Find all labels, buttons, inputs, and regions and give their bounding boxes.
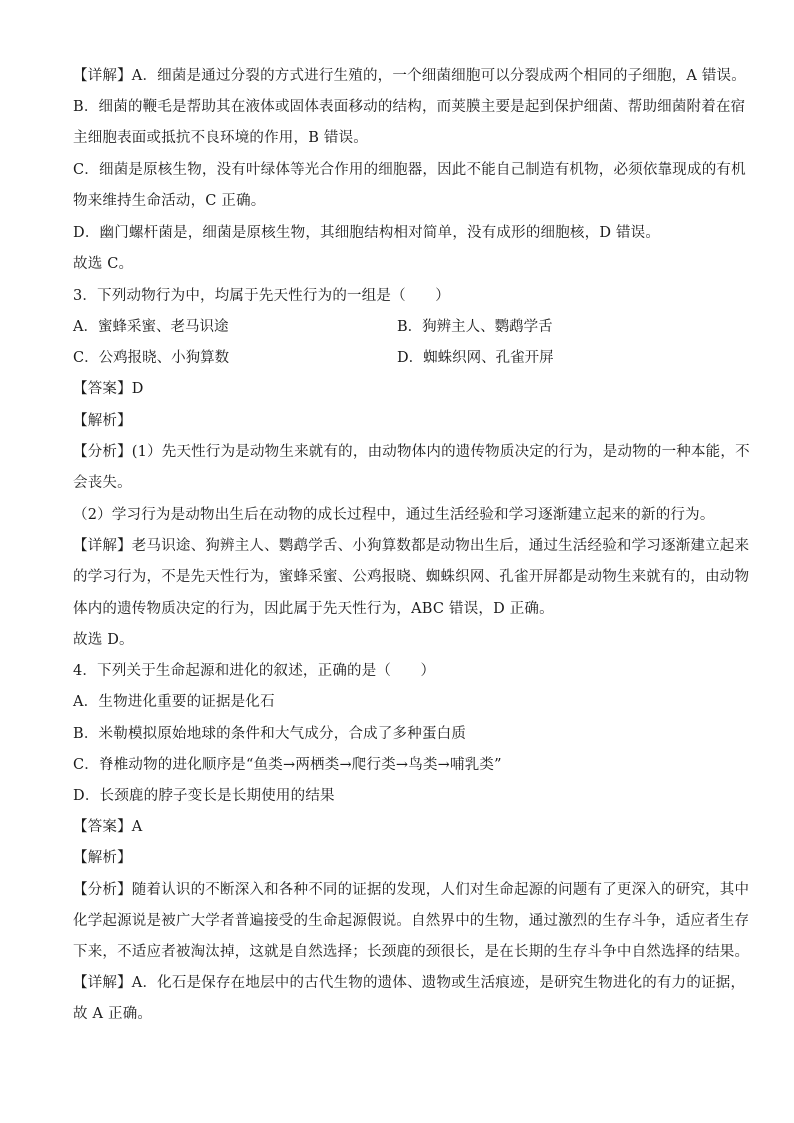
q4-option-d: D．长颈鹿的脖子变长是长期使用的结果: [73, 788, 335, 804]
question-3: 3．下列动物行为中，均属于先天性行为的一组是（ ）: [73, 288, 450, 304]
answer-label: 【答案】A: [73, 819, 143, 835]
q4-option-b: B．米勒模拟原始地球的条件和大气成分，合成了多种蛋白质: [73, 726, 467, 742]
q3-option-c: C．公鸡报晓、小狗算数: [73, 350, 230, 366]
text-line: 物来维持生命活动，C 正确。: [73, 193, 266, 209]
q3-option-d: D．蜘蛛织网、孔雀开屏: [397, 350, 554, 366]
text-line: 【分析】随着认识的不断深入和各种不同的证据的发现，人们对生命起源的问题有了更深入的研究，其中: [73, 882, 750, 898]
text-line: 会丧失。: [73, 475, 132, 491]
analysis-label: 【解析】: [73, 413, 132, 429]
text-line: B．细菌的鞭毛是帮助其在液体或固体表面移动的结构，而荚膜主要是起到保护细菌、帮助细菌附着在宿: [73, 99, 746, 115]
text-line: 的学习行为，不是先天性行为，蜜蜂采蜜、公鸡报晓、蜘蛛织网、孔雀开屏都是动物生来就有的，由动物: [73, 569, 750, 585]
text-line: 【详解】老马识途、狗辨主人、鹦鹉学舌、小狗算数都是动物出生后，通过生活经验和学习逐渐建立起来: [73, 538, 750, 554]
analysis-label: 【解析】: [73, 850, 132, 866]
text-line: 体内的遗传物质决定的行为，因此属于先天性行为，ABC 错误，D 正确。: [73, 601, 554, 617]
text-line: 故 A 正确。: [73, 1006, 153, 1022]
text-line: 【详解】A．细菌是通过分裂的方式进行生殖的，一个细菌细胞可以分裂成两个相同的子细胞，A 错误。: [73, 68, 746, 84]
text-line: 主细胞表面或抵抗不良环境的作用，B 错误。: [73, 130, 368, 146]
text-line: 下来，不适应者被淘汰掉，这就是自然选择；长颈鹿的颈很长，是在长期的生存斗争中自然选择的结果。: [73, 944, 750, 960]
text-line: 故选 C。: [73, 256, 134, 272]
q4-option-a: A．生物进化重要的证据是化石: [73, 694, 275, 710]
text-line: D．幽门螺杆菌是，细菌是原核生物，其细胞结构相对简单，没有成形的细胞核，D 错误。: [73, 225, 661, 241]
question-4: 4．下列关于生命起源和进化的叙述，正确的是（ ）: [73, 663, 436, 679]
q4-option-c: C．脊椎动物的进化顺序是“鱼类→两栖类→爬行类→鸟类→哺乳类”: [73, 757, 502, 773]
q3-option-a: A．蜜蜂采蜜、老马识途: [73, 319, 229, 335]
text-line: 故选 D。: [73, 632, 134, 648]
text-line: 化学起源说是被广大学者普遍接受的生命起源假说。自然界中的生物，通过激烈的生存斗争，适应者生存: [73, 913, 750, 929]
q3-option-b: B．狗辨主人、鹦鹉学舌: [397, 319, 553, 335]
text-line: 【详解】A．化石是保存在地层中的古代生物的遗体、遗物或生活痕迹，是研究生物进化的有力的证据，: [73, 975, 746, 991]
answer-label: 【答案】D: [73, 381, 144, 397]
text-line: C．细菌是原核生物，没有叶绿体等光合作用的细胞器，因此不能自己制造有机物，必须依靠现成的有机: [73, 162, 746, 178]
text-line: 【分析】(1）先天性行为是动物生来就有的，由动物体内的遗传物质决定的行为，是动物的一种本能，不: [73, 444, 750, 460]
text-line: （2）学习行为是动物出生后在动物的成长过程中，通过生活经验和学习逐渐建立起来的新的行为。: [73, 507, 715, 523]
